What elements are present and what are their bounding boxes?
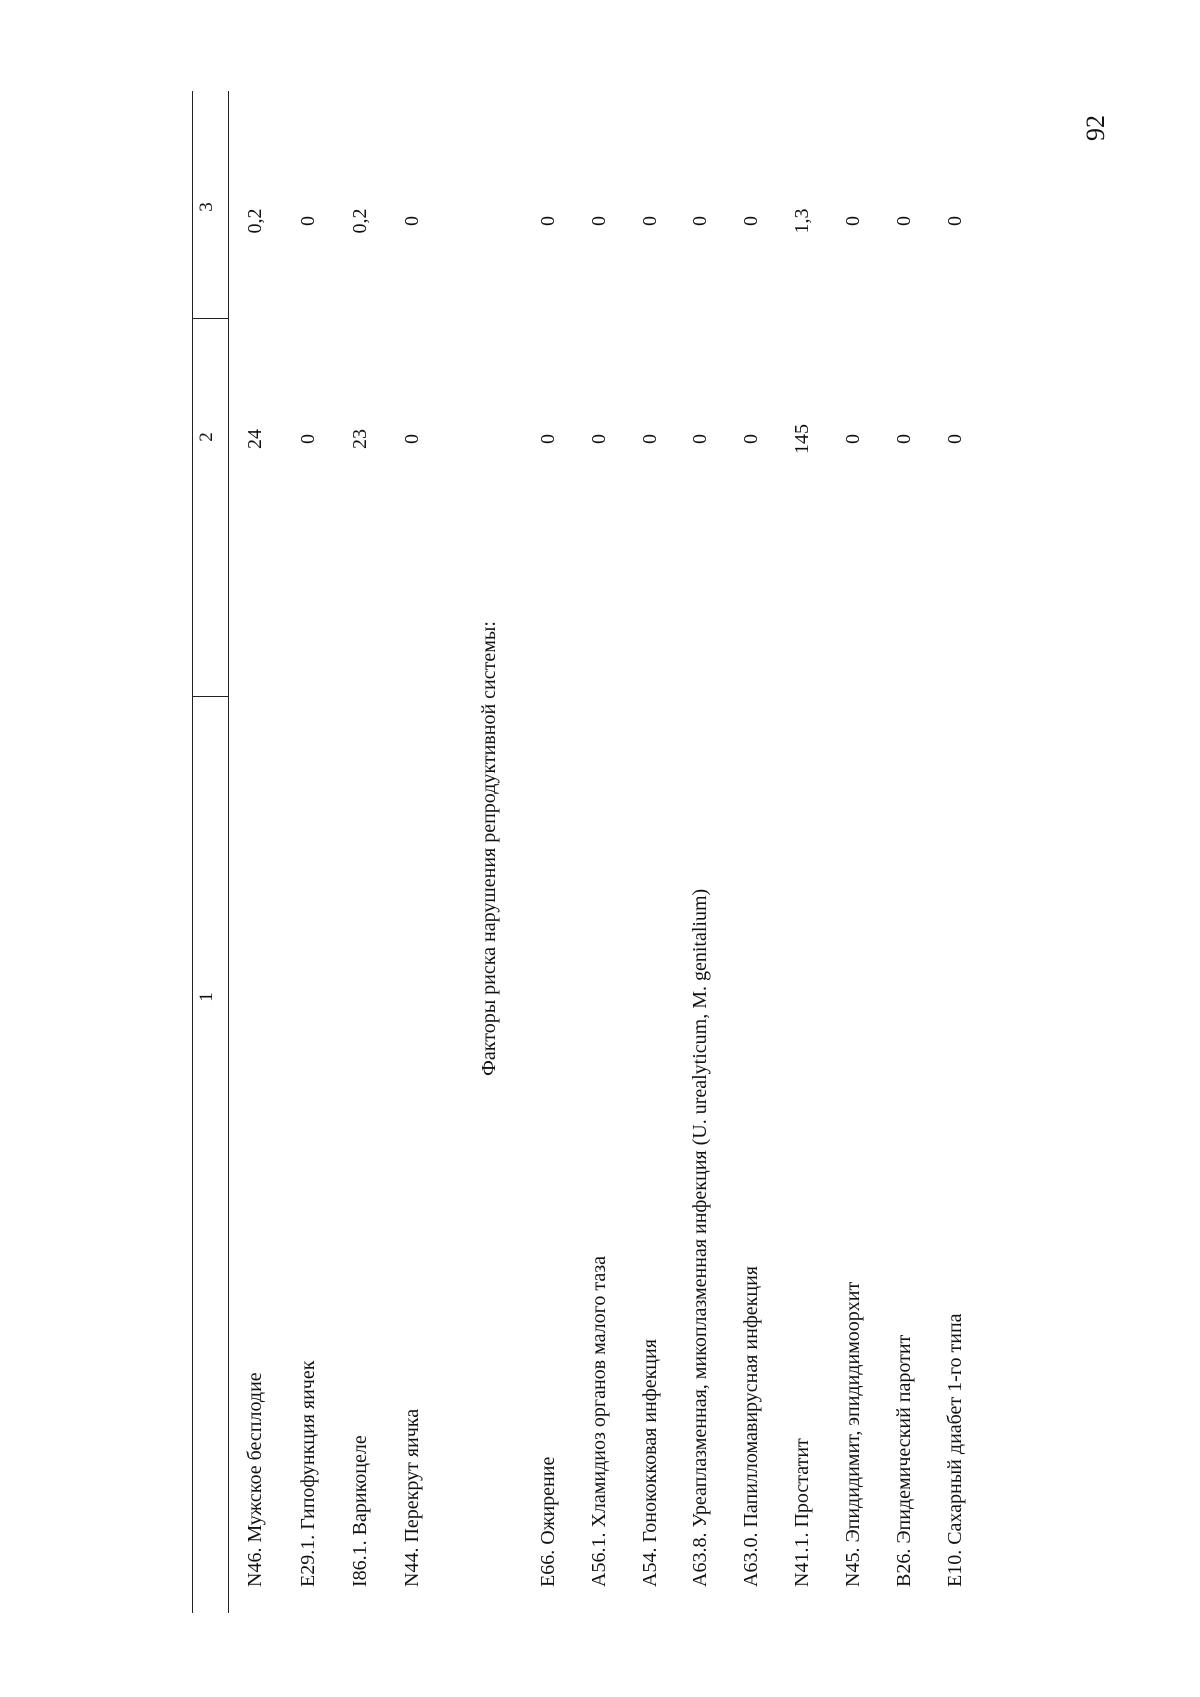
- section-title: Факторы риска нарушения репродуктивной системы:: [478, 621, 500, 1076]
- column-number-2-label: 2: [196, 432, 217, 442]
- value-col3: 0: [639, 216, 661, 226]
- row-name-n45: N45. Эпидидимит, эпидидимоорхит: [842, 1281, 864, 1587]
- row-name-n41: N41.1. Простатит: [791, 1438, 813, 1587]
- row-name-a54: A54. Гонококковая инфекция: [639, 1339, 661, 1587]
- row-name-e10: E10. Сахарный диабет 1-го типа: [944, 1313, 966, 1587]
- value-col2: 0: [689, 434, 711, 444]
- value-col2: 23: [349, 429, 371, 449]
- value-col3: 1,3: [791, 208, 813, 234]
- value-col2: 145: [791, 424, 813, 454]
- value-col2: 0: [842, 434, 864, 444]
- row-name-a63-0: A63.0. Папилломавирусная инфекция: [740, 1266, 762, 1587]
- row-name-b26: B26. Эпидемический паротит: [893, 1334, 915, 1587]
- row-name-e66: E66. Ожирение: [537, 1456, 559, 1587]
- value-col3: 0: [893, 216, 915, 226]
- value-col2: 0: [740, 434, 762, 444]
- value-col2: 0: [639, 434, 661, 444]
- value-col2: 24: [244, 429, 266, 449]
- value-col3: 0: [740, 216, 762, 226]
- value-col3: 0: [842, 216, 864, 226]
- row-name-i86: I86.1. Варикоцеле: [349, 1435, 371, 1587]
- value-col3: 0: [537, 216, 559, 226]
- value-col2: 0: [537, 434, 559, 444]
- page-number: 92: [1081, 115, 1110, 141]
- column-number-3-label: 3: [196, 202, 217, 212]
- value-col2: 0: [893, 434, 915, 444]
- value-col3: 0,2: [244, 208, 266, 234]
- value-col3: 0: [689, 216, 711, 226]
- value-col3: 0: [401, 216, 423, 226]
- row-name-a63-8: A63.8. Уреаплазменная, микоплазменная инфекция (U. urealyticum, M. genitalium): [689, 888, 711, 1587]
- row-name-n46: N46. Мужское бесплодие: [244, 1372, 266, 1587]
- value-col2: 0: [588, 434, 610, 444]
- column-number-1-label: 1: [196, 992, 217, 1002]
- value-col2: 0: [401, 434, 423, 444]
- row-name-n44: N44. Перекрут яичка: [401, 1408, 423, 1587]
- value-col2: 0: [297, 434, 319, 444]
- row-name-a56: A56.1. Хламидиоз органов малого таза: [588, 1255, 610, 1587]
- value-col3: 0: [944, 216, 966, 226]
- row-name-e29: E29.1. Гипофункция яичек: [297, 1360, 319, 1587]
- value-col3: 0: [588, 216, 610, 226]
- value-col3: 0: [297, 216, 319, 226]
- value-col2: 0: [944, 434, 966, 444]
- value-col3: 0,2: [349, 208, 371, 234]
